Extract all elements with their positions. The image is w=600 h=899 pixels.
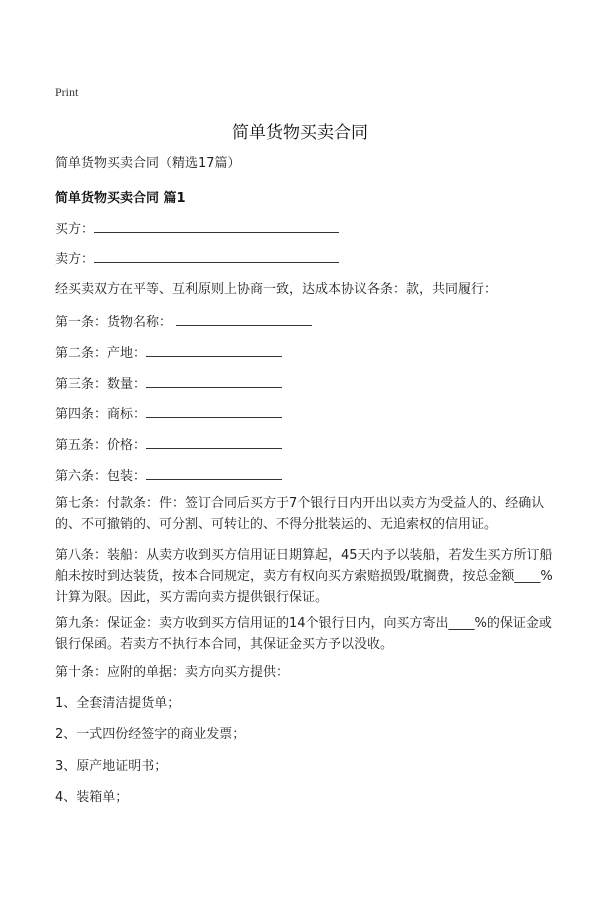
seller-label: 卖方： <box>55 252 95 267</box>
intro-paragraph: 经买卖双方在平等、互利原则上协商一致，达成本协议各条：款，共同履行： <box>55 282 498 297</box>
buyer-blank-line <box>94 220 339 233</box>
list-item: 1、全套清洁提货单； <box>55 696 181 711</box>
list-item: 2、一式四份经签字的商业发票； <box>55 727 246 742</box>
list-item: 4、装箱单； <box>55 790 129 805</box>
list-item: 3、原产地证明书； <box>55 759 168 774</box>
article-2-blank-line <box>146 344 282 357</box>
article-7: 第七条：付款条：件：签订合同后买方于7个银行日内开出以卖方为受益人的、经确认的、不可撤销的、可分割、可转让的、不得分批装运的、无追索权的信用证。 <box>55 496 545 532</box>
article-6-label: 第六条：包装： <box>55 469 147 484</box>
seller-blank-line <box>94 250 339 263</box>
article-5-label: 第五条：价格： <box>55 438 147 453</box>
article-3-blank-line <box>146 375 282 388</box>
article-6 <box>55 467 282 485</box>
article-3 <box>55 375 282 393</box>
article-6-blank-line <box>146 467 282 480</box>
article-5 <box>55 436 282 454</box>
article-2 <box>55 344 282 362</box>
seller-field <box>55 250 339 268</box>
article-5-blank-line <box>146 436 282 449</box>
page-title: 简单货物买卖合同 <box>232 123 368 143</box>
buyer-field <box>55 220 339 238</box>
print-label: Print <box>55 85 79 99</box>
article-4-label: 第四条：商标： <box>55 407 147 422</box>
article-4 <box>55 405 282 423</box>
article-8: 第八条：装船：从卖方收到买方信用证日期算起，45天内予以装船，若发生买方所订船舶未按时到达装货，按本合同规定，卖方有权向买方索赔损毁/耽搁费，按总金额____%计算为限。因此，买方需向卖方提供银行保证。 <box>55 548 553 605</box>
article-3-label: 第三条：数量： <box>55 377 147 392</box>
article-1 <box>55 313 312 331</box>
article-4-blank-line <box>146 405 282 418</box>
section-heading: 简单货物买卖合同 篇1 <box>55 191 186 206</box>
article-1-blank-line <box>176 313 312 326</box>
article-9: 第九条：保证金：卖方收到买方信用证的14个银行日内，向买方寄出____%的保证金或银行保函。若卖方不执行本合同，其保证金买方予以没收。 <box>55 616 552 652</box>
article-10: 第十条：应附的单据：卖方向买方提供： <box>55 665 290 680</box>
document-subtitle: 简单货物买卖合同（精选17篇） <box>55 156 241 171</box>
buyer-label: 买方： <box>55 222 95 237</box>
article-1-label: 第一条：货物名称： <box>55 315 173 330</box>
article-2-label: 第二条：产地： <box>55 346 147 361</box>
